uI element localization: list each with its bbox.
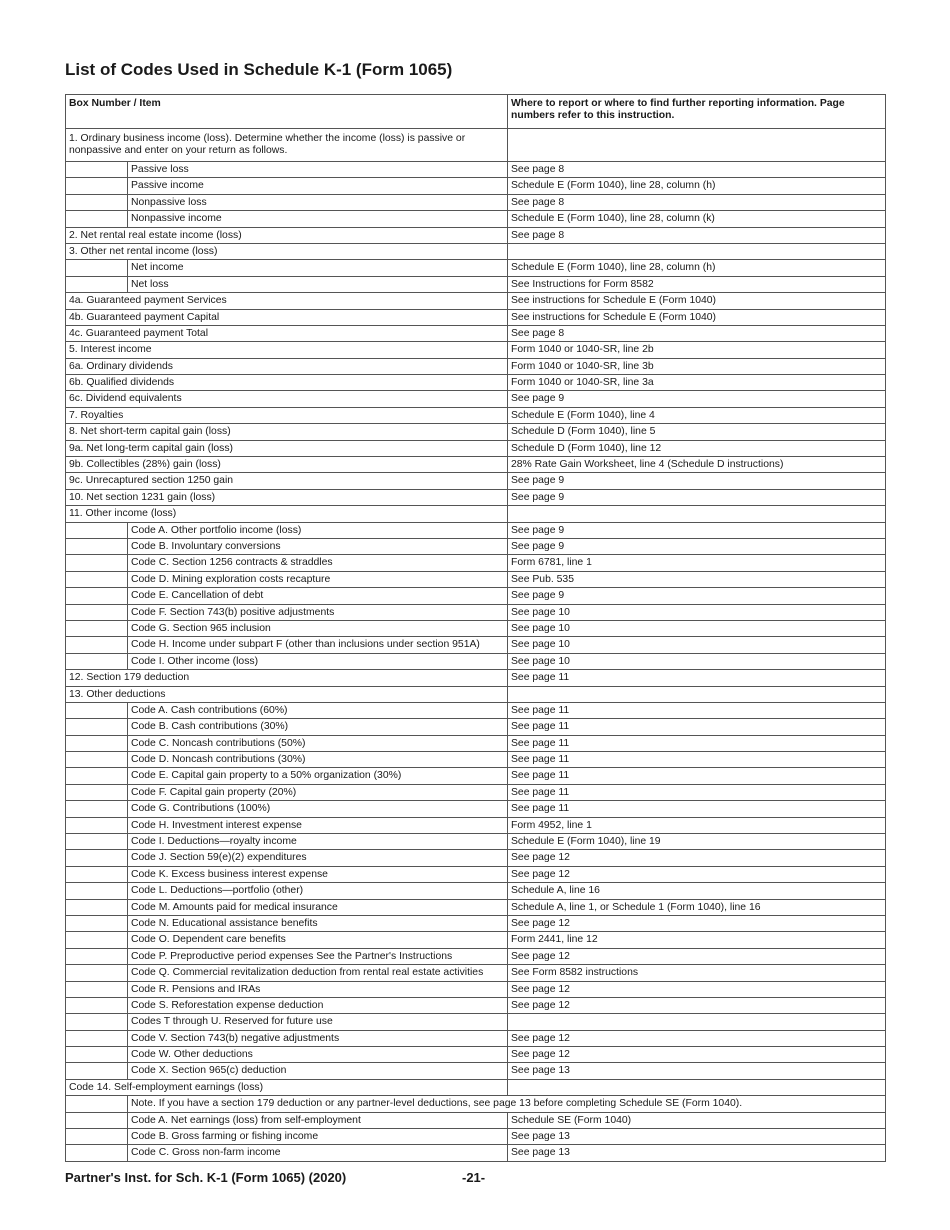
table-row: [66, 162, 886, 178]
row-where: Form 4952, line 1: [508, 817, 886, 833]
row-where: Form 1040 or 1040-SR, line 3a: [508, 375, 886, 391]
row-indent-cell: [66, 276, 128, 292]
row-item: 7. Royalties: [66, 407, 508, 423]
row-item: 6c. Dividend equivalents: [66, 391, 508, 407]
row-item: Code A. Other portfolio income (loss): [128, 522, 508, 538]
row-where: See page 8: [508, 325, 886, 341]
row-indent-cell: [66, 1096, 128, 1112]
table-row: [66, 1030, 886, 1046]
table-row: [66, 178, 886, 194]
row-where: See page 12: [508, 997, 886, 1013]
table-row: [66, 276, 886, 292]
row-indent-cell: [66, 571, 128, 587]
row-indent-cell: [66, 735, 128, 751]
row-note: Note. If you have a section 179 deduction or any partner-level deductions, see page 13 before completing Schedule SE (Form 1040).: [128, 1096, 886, 1112]
row-where: See page 12: [508, 1047, 886, 1063]
row-where: Schedule SE (Form 1040): [508, 1112, 886, 1128]
row-where: See page 11: [508, 719, 886, 735]
table-row: [66, 817, 886, 833]
table-row: [66, 784, 886, 800]
table-row: [66, 424, 886, 440]
row-indent-cell: [66, 1063, 128, 1079]
row-indent-cell: [66, 538, 128, 554]
row-where: [508, 1014, 886, 1030]
row-where: Schedule A, line 16: [508, 883, 886, 899]
table-row: [66, 801, 886, 817]
row-where: Form 6781, line 1: [508, 555, 886, 571]
row-item: 10. Net section 1231 gain (loss): [66, 489, 508, 505]
row-indent-cell: [66, 1112, 128, 1128]
table-row: [66, 1063, 886, 1079]
row-where: See Instructions for Form 8582: [508, 276, 886, 292]
row-item: Code 14. Self-employment earnings (loss): [66, 1079, 508, 1095]
row-item: Code P. Preproductive period expenses See the Partner's Instructions: [128, 948, 508, 964]
table-row: [66, 719, 886, 735]
row-indent-cell: [66, 752, 128, 768]
intro-where: [508, 129, 886, 162]
table-row: [66, 588, 886, 604]
table-row: [66, 948, 886, 964]
row-where: [508, 506, 886, 522]
row-indent-cell: [66, 194, 128, 210]
table-row: [66, 342, 886, 358]
row-where: See page 9: [508, 522, 886, 538]
table-row: [66, 440, 886, 456]
row-item: Code R. Pensions and IRAs: [128, 981, 508, 997]
row-indent-cell: [66, 1030, 128, 1046]
row-item: Code O. Dependent care benefits: [128, 932, 508, 948]
row-indent-cell: [66, 817, 128, 833]
table-row: [66, 1047, 886, 1063]
row-item: Code E. Cancellation of debt: [128, 588, 508, 604]
row-indent-cell: [66, 981, 128, 997]
row-indent-cell: [66, 1129, 128, 1145]
table-row: [66, 686, 886, 702]
row-item: Code S. Reforestation expense deduction: [128, 997, 508, 1013]
table-header-row: [66, 95, 886, 129]
row-item: Code Q. Commercial revitalization deduction from rental real estate activities: [128, 965, 508, 981]
row-item: Passive income: [128, 178, 508, 194]
row-where: See page 11: [508, 702, 886, 718]
row-item: Code I. Deductions—royalty income: [128, 834, 508, 850]
row-item: Net loss: [128, 276, 508, 292]
row-where: See page 8: [508, 194, 886, 210]
page-title: List of Codes Used in Schedule K-1 (Form 1065): [65, 60, 453, 79]
row-item: 9c. Unrecaptured section 1250 gain: [66, 473, 508, 489]
table-row: [66, 555, 886, 571]
table-row: [66, 211, 886, 227]
table-row: [66, 735, 886, 751]
row-item: Code H. Income under subpart F (other than inclusions under section 951A): [128, 637, 508, 653]
table-row: [66, 834, 886, 850]
row-item: Code F. Section 743(b) positive adjustments: [128, 604, 508, 620]
table-row: [66, 965, 886, 981]
page-footer: [65, 1170, 885, 1185]
row-item: Code I. Other income (loss): [128, 653, 508, 669]
row-where: Schedule E (Form 1040), line 28, column (h): [508, 260, 886, 276]
row-indent-cell: [66, 834, 128, 850]
row-item: 4a. Guaranteed payment Services: [66, 293, 508, 309]
row-where: See page 9: [508, 473, 886, 489]
row-item: Codes T through U. Reserved for future use: [128, 1014, 508, 1030]
row-where: See instructions for Schedule E (Form 1040): [508, 309, 886, 325]
table-body: [66, 129, 886, 1162]
row-indent-cell: [66, 260, 128, 276]
row-where: See page 13: [508, 1145, 886, 1161]
row-item: Code C. Gross non-farm income: [128, 1145, 508, 1161]
row-where: See page 11: [508, 784, 886, 800]
row-where: Form 1040 or 1040-SR, line 2b: [508, 342, 886, 358]
row-item: 2. Net rental real estate income (loss): [66, 227, 508, 243]
table-row: [66, 850, 886, 866]
table-row: [66, 1129, 886, 1145]
row-item: Code C. Noncash contributions (50%): [128, 735, 508, 751]
footer-title: Partner's Inst. for Sch. K-1 (Form 1065) (2020): [65, 1170, 347, 1185]
table-row: [66, 883, 886, 899]
row-where: See page 11: [508, 752, 886, 768]
row-indent-cell: [66, 620, 128, 636]
table-row: [66, 358, 886, 374]
row-item: Code W. Other deductions: [128, 1047, 508, 1063]
row-item: Code A. Cash contributions (60%): [128, 702, 508, 718]
row-indent-cell: [66, 899, 128, 915]
table-row: [66, 473, 886, 489]
row-where: [508, 1079, 886, 1095]
row-indent-cell: [66, 1145, 128, 1161]
row-indent-cell: [66, 588, 128, 604]
row-item: 5. Interest income: [66, 342, 508, 358]
table-row: [66, 932, 886, 948]
row-item: Code G. Section 965 inclusion: [128, 620, 508, 636]
row-where: See page 12: [508, 981, 886, 997]
row-where: See page 9: [508, 489, 886, 505]
row-where: See page 10: [508, 653, 886, 669]
table-row: [66, 457, 886, 473]
row-where: 28% Rate Gain Worksheet, line 4 (Schedule D instructions): [508, 457, 886, 473]
row-indent-cell: [66, 178, 128, 194]
row-where: See Form 8582 instructions: [508, 965, 886, 981]
row-where: See page 12: [508, 915, 886, 931]
row-where: Schedule D (Form 1040), line 5: [508, 424, 886, 440]
row-item: Code B. Gross farming or fishing income: [128, 1129, 508, 1145]
row-where: Schedule E (Form 1040), line 4: [508, 407, 886, 423]
row-indent-cell: [66, 604, 128, 620]
row-where: [508, 243, 886, 259]
row-item: Code H. Investment interest expense: [128, 817, 508, 833]
table-row: [66, 620, 886, 636]
row-item: 12. Section 179 deduction: [66, 670, 508, 686]
row-where: See page 11: [508, 670, 886, 686]
row-item: Code D. Mining exploration costs recapture: [128, 571, 508, 587]
table-row: [66, 538, 886, 554]
table-row: [66, 1096, 886, 1112]
row-indent-cell: [66, 653, 128, 669]
row-indent-cell: [66, 702, 128, 718]
row-where: See page 10: [508, 620, 886, 636]
intro-row: [66, 129, 886, 162]
row-where: Schedule A, line 1, or Schedule 1 (Form 1040), line 16: [508, 899, 886, 915]
table-row: [66, 915, 886, 931]
row-where: See page 10: [508, 604, 886, 620]
row-item: 4c. Guaranteed payment Total: [66, 325, 508, 341]
table-row: [66, 637, 886, 653]
row-item: Code N. Educational assistance benefits: [128, 915, 508, 931]
row-indent-cell: [66, 784, 128, 800]
table-row: [66, 653, 886, 669]
header-item: Box Number / Item: [66, 95, 508, 129]
row-where: See page 8: [508, 162, 886, 178]
row-indent-cell: [66, 162, 128, 178]
row-item: 8. Net short-term capital gain (loss): [66, 424, 508, 440]
table-row: [66, 243, 886, 259]
row-indent-cell: [66, 801, 128, 817]
row-where: See page 9: [508, 588, 886, 604]
row-item: Code B. Involuntary conversions: [128, 538, 508, 554]
row-where: Schedule D (Form 1040), line 12: [508, 440, 886, 456]
row-item: Code E. Capital gain property to a 50% organization (30%): [128, 768, 508, 784]
row-indent-cell: [66, 768, 128, 784]
row-indent-cell: [66, 637, 128, 653]
table-row: [66, 866, 886, 882]
row-indent-cell: [66, 932, 128, 948]
table-row: [66, 670, 886, 686]
table-row: [66, 506, 886, 522]
table-row: [66, 702, 886, 718]
table-row: [66, 260, 886, 276]
page-number: -21-: [462, 1170, 486, 1185]
row-where: See page 12: [508, 948, 886, 964]
row-where: Schedule E (Form 1040), line 28, column (h): [508, 178, 886, 194]
row-item: Code V. Section 743(b) negative adjustments: [128, 1030, 508, 1046]
row-item: Code F. Capital gain property (20%): [128, 784, 508, 800]
row-indent-cell: [66, 850, 128, 866]
row-item: Code X. Section 965(c) deduction: [128, 1063, 508, 1079]
row-where: See page 13: [508, 1063, 886, 1079]
row-item: Nonpassive income: [128, 211, 508, 227]
row-where: See page 13: [508, 1129, 886, 1145]
row-item: Code J. Section 59(e)(2) expenditures: [128, 850, 508, 866]
row-indent-cell: [66, 997, 128, 1013]
table-row: [66, 1112, 886, 1128]
table-row: [66, 325, 886, 341]
table-row: [66, 1145, 886, 1161]
row-item: 13. Other deductions: [66, 686, 508, 702]
row-where: See page 11: [508, 735, 886, 751]
table-row: [66, 752, 886, 768]
row-where: See page 11: [508, 768, 886, 784]
row-where: See page 12: [508, 850, 886, 866]
row-item: 9b. Collectibles (28%) gain (loss): [66, 457, 508, 473]
table-row: [66, 768, 886, 784]
row-item: Code C. Section 1256 contracts & straddles: [128, 555, 508, 571]
row-item: Code G. Contributions (100%): [128, 801, 508, 817]
row-item: Net income: [128, 260, 508, 276]
row-indent-cell: [66, 1047, 128, 1063]
row-indent-cell: [66, 522, 128, 538]
table-row: [66, 293, 886, 309]
row-where: See page 9: [508, 538, 886, 554]
table-row: [66, 375, 886, 391]
row-where: See page 11: [508, 801, 886, 817]
row-where: Form 2441, line 12: [508, 932, 886, 948]
row-where: [508, 686, 886, 702]
row-item: Code L. Deductions—portfolio (other): [128, 883, 508, 899]
row-where: See instructions for Schedule E (Form 1040): [508, 293, 886, 309]
row-item: Code D. Noncash contributions (30%): [128, 752, 508, 768]
row-item: Code M. Amounts paid for medical insurance: [128, 899, 508, 915]
row-where: See Pub. 535: [508, 571, 886, 587]
header-where: Where to report or where to find further reporting information. Page numbers refer to this instruction.: [508, 95, 886, 129]
table-row: [66, 489, 886, 505]
table-row: [66, 309, 886, 325]
table-row: [66, 407, 886, 423]
intro-text: 1. Ordinary business income (loss). Determine whether the income (loss) is passive or nonpassive and enter on your return as follows.: [66, 129, 508, 162]
table-row: [66, 604, 886, 620]
codes-table: [65, 94, 886, 1162]
row-indent-cell: [66, 948, 128, 964]
row-item: 11. Other income (loss): [66, 506, 508, 522]
row-where: See page 9: [508, 391, 886, 407]
row-item: Code B. Cash contributions (30%): [128, 719, 508, 735]
table-row: [66, 899, 886, 915]
row-item: 6b. Qualified dividends: [66, 375, 508, 391]
row-item: 4b. Guaranteed payment Capital: [66, 309, 508, 325]
table-row: [66, 997, 886, 1013]
row-indent-cell: [66, 211, 128, 227]
row-item: Passive loss: [128, 162, 508, 178]
table-row: [66, 1014, 886, 1030]
row-item: Code K. Excess business interest expense: [128, 866, 508, 882]
row-where: See page 12: [508, 1030, 886, 1046]
table-row: [66, 981, 886, 997]
table-row: [66, 1079, 886, 1095]
row-indent-cell: [66, 1014, 128, 1030]
row-where: See page 10: [508, 637, 886, 653]
table-row: [66, 227, 886, 243]
row-indent-cell: [66, 883, 128, 899]
row-where: Schedule E (Form 1040), line 28, column (k): [508, 211, 886, 227]
table-row: [66, 194, 886, 210]
row-item: Nonpassive loss: [128, 194, 508, 210]
row-item: 9a. Net long-term capital gain (loss): [66, 440, 508, 456]
row-indent-cell: [66, 915, 128, 931]
row-item: 6a. Ordinary dividends: [66, 358, 508, 374]
row-indent-cell: [66, 965, 128, 981]
table-row: [66, 522, 886, 538]
row-item: 3. Other net rental income (loss): [66, 243, 508, 259]
row-indent-cell: [66, 719, 128, 735]
table-row: [66, 391, 886, 407]
row-where: See page 8: [508, 227, 886, 243]
row-where: See page 12: [508, 866, 886, 882]
row-indent-cell: [66, 555, 128, 571]
row-where: Form 1040 or 1040-SR, line 3b: [508, 358, 886, 374]
table-row: [66, 571, 886, 587]
row-indent-cell: [66, 866, 128, 882]
row-where: Schedule E (Form 1040), line 19: [508, 834, 886, 850]
row-item: Code A. Net earnings (loss) from self-employment: [128, 1112, 508, 1128]
